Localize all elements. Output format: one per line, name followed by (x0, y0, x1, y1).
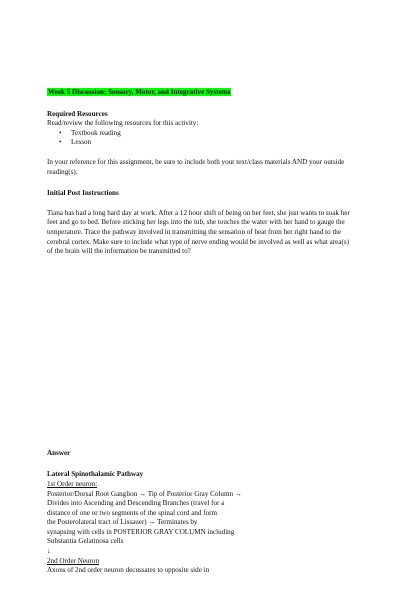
first-order-line: synapsing with cells in POSTERIOR GRAY COLUMN including (47, 527, 235, 536)
initial-post-heading: Initial Post Instructions (47, 189, 119, 198)
down-arrow: ↓ (47, 547, 51, 556)
first-order-line: Divides into Ascending and Descending Branches (travel for a (47, 499, 225, 508)
reference-note: In your reference for this assignment, be sure to include both your text/class materials AND your outside reading(s). (47, 157, 345, 176)
required-resources-heading: Required Resources (47, 109, 108, 118)
list-item: • Textbook reading (47, 129, 360, 139)
required-resources-intro: Read/review the following resources for this activity: (47, 119, 199, 128)
document-title: Week 5 Discussion: Sensory, Motor, and Integrative Systems (48, 88, 231, 96)
initial-post-body: Tiana has had a long hard day at work. After a 12 hour shift of being on her feet, she just wants to soak her feet and go to bed. Before sticking her legs into the tub, she touches the water with her hand to gauge the temperature. Trace the pathway involved in transmitting the sensation of heat from her right hand to the cerebral cortex. Make sure to include what type of nerve ending would be involved as well as what area(s) of the brain will the information be transmitted to? (47, 208, 350, 256)
first-order-label: 1st Order neuron: (47, 479, 98, 488)
first-order-line: distance of one or two segments of the spinal cord and form (47, 508, 218, 517)
pathway-heading: Lateral Spinothalamic Pathway (47, 470, 144, 479)
first-order-line: Posterior/Dorsal Root Ganglion → Tip of Posterior Gray Column → (47, 489, 242, 498)
first-order-line: Substantia Gelatinosa cells (47, 537, 124, 546)
second-order-label: 2nd Order Neuron (47, 556, 100, 565)
second-order-line: Axons of 2nd order neuron decussates to opposite side in (47, 566, 210, 575)
list-item: • Lesson (47, 138, 360, 148)
title-row (47, 88, 360, 98)
first-order-line: the Posterolateral tract of Lissauer) → Terminates by (47, 518, 198, 527)
resources-list (47, 129, 360, 148)
answer-heading: Answer (47, 448, 71, 457)
